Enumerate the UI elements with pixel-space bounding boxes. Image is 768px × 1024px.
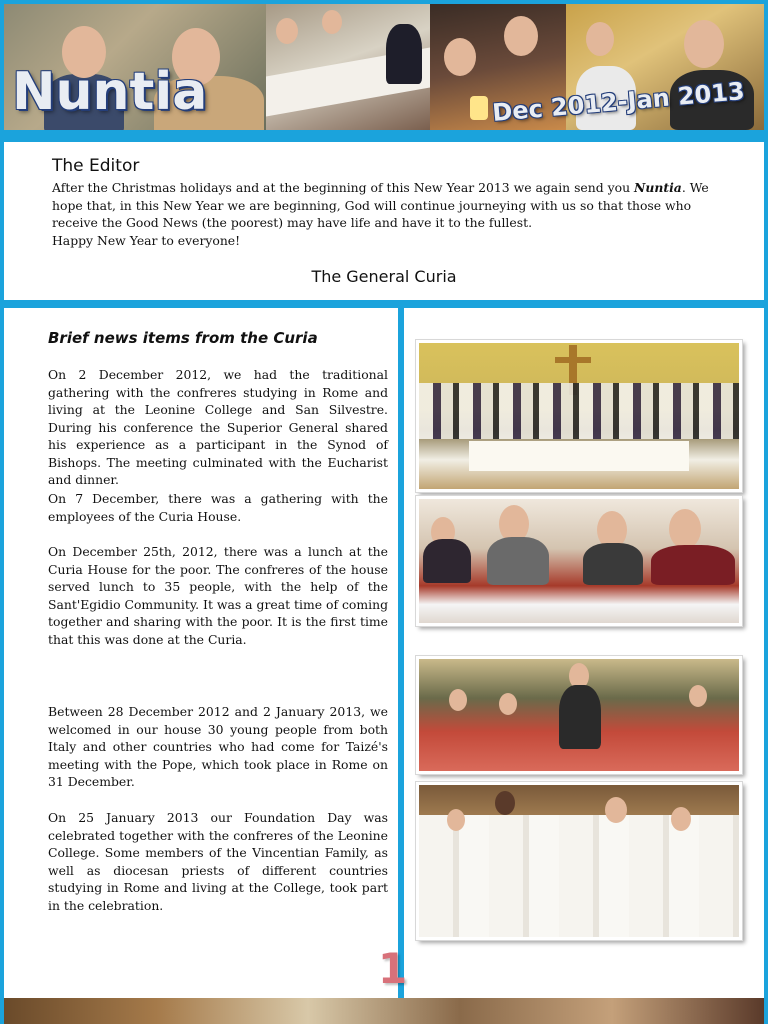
issue-date: Dec 2012-Jan 2013 (491, 77, 746, 127)
photo-column (404, 308, 764, 998)
news-paragraph: On 25 January 2013 our Foundation Day was celebrated together with the confreres of the Leonine College. Some members of the Vincentian Family, as well as diocesan priests of different countries studying in Rome and living at the College, took part in the celebration. (48, 810, 388, 913)
news-paragraph: On December 25th, 2012, there was a lunch at the Curia House for the poor. The confreres of the house served lunch to 35 people, with the help of the Sant'Egidio Community. It was a great time of coming together and sharing with the poor. It is the first time that this was done at the Curia. (48, 544, 388, 647)
footer-photo-strip (4, 998, 764, 1024)
page-number: 1 (378, 944, 408, 993)
news-heading: Brief news items from the Curia (48, 329, 318, 347)
photo-lunch-for-poor (416, 656, 742, 774)
editor-text-emphasis: Nuntia (634, 180, 682, 195)
header-banner (4, 4, 764, 130)
editor-title: The Editor (52, 156, 140, 176)
section-title: The General Curia (311, 267, 457, 286)
editor-text-after: . We hope that, in this New Year we are beginning, God will continue journeying with us so that those who receive the Good News (the poorest) may have life and have it to the fullest. (52, 180, 709, 230)
photo-curia-employees (416, 496, 742, 626)
editor-text (52, 179, 724, 249)
news-paragraph: On 2 December 2012, we had the traditional gathering with the confreres studying in Rome and living at the Leonine College and San Silvestre. During his conference the Superior General shared his experience as a participant in the Synod of Bishops. The meeting culminated with the Eucharist and dinner. (48, 367, 388, 487)
photo-chapel-group (416, 340, 742, 492)
banner-photo-dinner (266, 4, 430, 130)
editor-greeting: Happy New Year to everyone! (52, 232, 241, 248)
newsletter-brand: Nuntia (12, 62, 208, 122)
editor-section (4, 142, 764, 300)
news-paragraph: On 7 December, there was a gathering with the employees of the Curia House. (48, 491, 388, 524)
editor-text-before: After the Christmas holidays and at the beginning of this New Year 2013 we again send you (52, 180, 634, 195)
news-column (4, 308, 398, 998)
photo-foundation-day (416, 782, 742, 940)
news-paragraph: Between 28 December 2012 and 2 January 2013, we welcomed in our house 30 young people from both Italy and other countries who had come for Taizé's meeting with the Pope, which took place in Rome on 31 December. (48, 704, 388, 789)
